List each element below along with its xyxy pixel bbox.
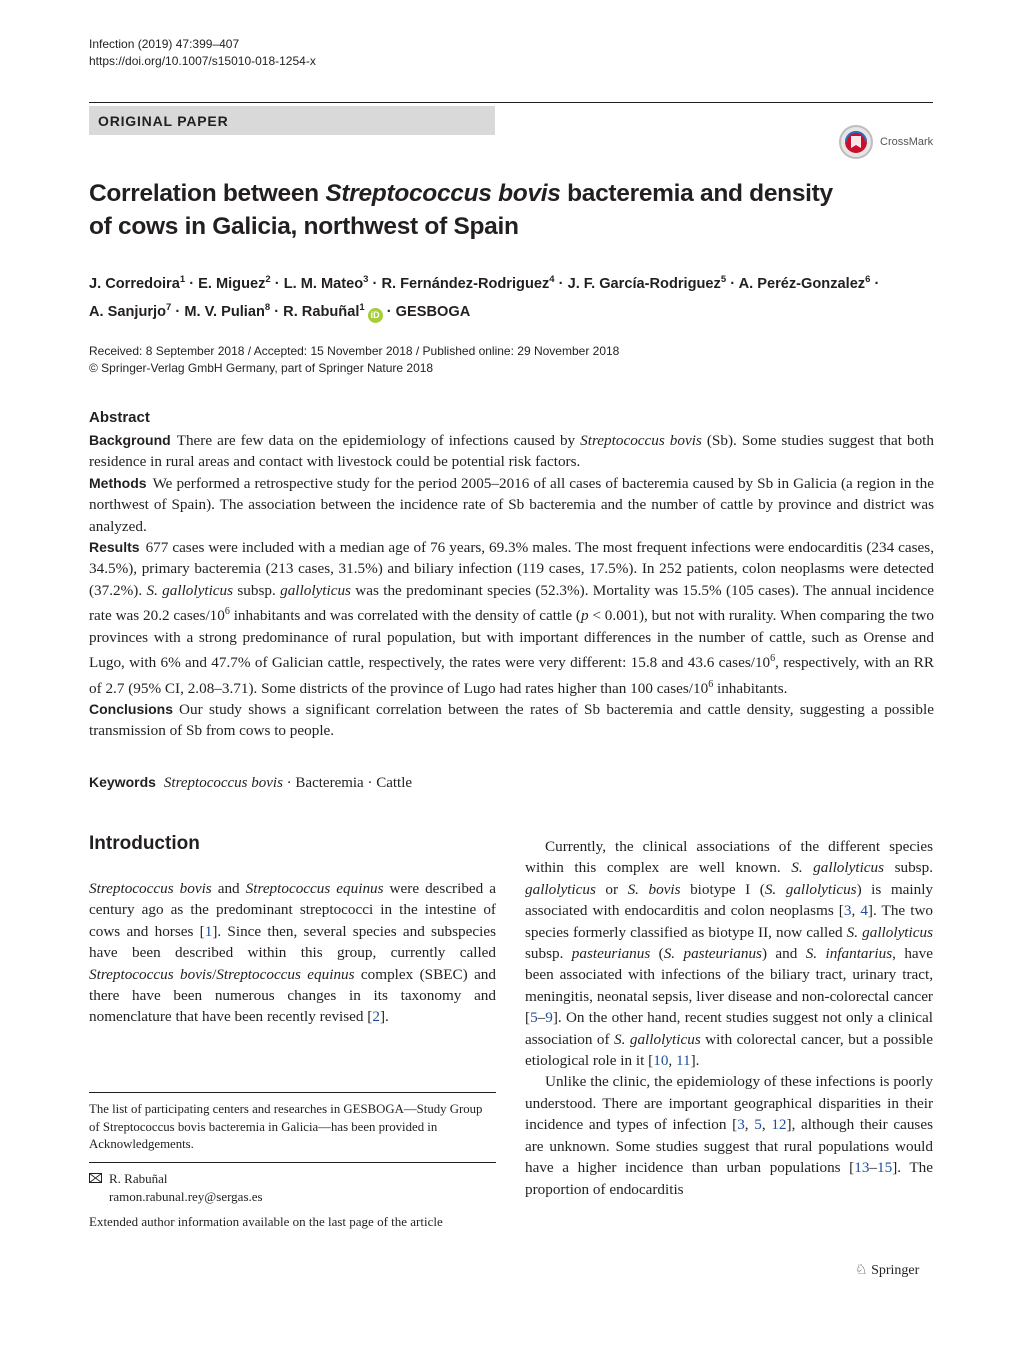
author[interactable]: M. V. Pulian$^8$ xyxy=(184,301,271,320)
paper-type-label: ORIGINAL PAPER xyxy=(98,113,229,129)
abstract-methods: Methods We performed a retrospective study for the period 2005–2016 of all cases of bacteremia caused by Sb in Galicia (a region in the northwest of Spain). The association between the incidence rate of Sb bacteremia and the number of cattle by province and district was analyzed. xyxy=(89,474,934,535)
citation-link[interactable]: 12 xyxy=(771,1116,787,1134)
journal-line: Infection (2019) 47:399–407 xyxy=(89,37,240,51)
right-column xyxy=(525,836,933,1200)
intro-paragraph-2: Currently, the clinical associations of the different species within this complex are well known. S. gallolyticus subsp. gallolyticus or S. bovis biotype I (S. gallolyticus) is mainly associated with endocarditis and colon neoplasms [3, 4]. The two species formerly classified as biotype II, now called S. gallolyticus subsp. pasteurianus (S. pasteurianus) and S. infantarius, have been associated with infections of the biliary tract, urinary tract, meningitis, neonatal sepsis, liver disease and non-colorectal cancer [5–9]. On the other hand, recent studies suggest not only a clinical association of S. gallolyticus with colorectal cancer, but a possible etiological role in it [10, 11]. xyxy=(525,838,934,1070)
abstract-body xyxy=(89,430,934,742)
copyright: © Springer-Verlag GmbH Germany, part of Springer Nature 2018 xyxy=(89,361,434,375)
author[interactable]: E. Miguez$^2$ xyxy=(198,274,271,292)
author-list xyxy=(89,268,939,324)
footnote-group-note: The list of participating centers and researches in GESBOGA—Study Group of Streptococcus bovis bacteremia in Galicia—has been provided in Acknowledgements. xyxy=(89,1102,483,1151)
keyword[interactable]: Cattle xyxy=(376,775,413,791)
header-rule xyxy=(89,102,933,103)
citation-link[interactable]: 4 xyxy=(860,902,868,920)
extended-info-note: Extended author information available on the last page of the article xyxy=(89,1214,443,1229)
doi-link[interactable]: https://doi.org/10.1007/s15010-018-1254-x xyxy=(89,54,316,68)
citation-link[interactable]: 5 xyxy=(754,1116,762,1134)
author[interactable]: J. F. García-Rodriguez$^5$ xyxy=(567,274,727,292)
corresponding-name: R. Rabuñal xyxy=(109,1171,168,1186)
intro-paragraph-1: Streptococcus bovis and Streptococcus equinus were described a century ago as the predominant streptococci in the intestine of cows and horses [1]. Since then, several species and subspecies have been described within this group, currently called Streptococcus bovis/Streptococcus equinus complex (SBEC) and there have been numerous changes in its taxonomy and nomenclature that have been recently revised [2]. xyxy=(89,880,497,1026)
citation-link[interactable]: 13 xyxy=(854,1159,870,1177)
orcid-icon[interactable]: iD xyxy=(368,308,383,323)
footnote-rule xyxy=(89,1162,496,1163)
author-line-1: J. Corredoira$^1$ · E. Miguez$^2$ · L. M. Mateo$^3$ · R. Fernández-Rodriguez$^4$ · J. F. García-Rodriguez$^5$ · A. Peréz-Gonzalez$^6$ · xyxy=(89,274,880,292)
author[interactable]: R. Rabuñal$^1$ xyxy=(283,301,365,320)
left-column xyxy=(89,878,496,1028)
publisher-name: Springer xyxy=(871,1263,920,1278)
author[interactable]: A. Peréz-Gonzalez$^6$ xyxy=(738,274,871,292)
footnote-rule xyxy=(89,1092,496,1093)
citation-link[interactable]: 3 xyxy=(843,902,852,920)
author[interactable]: L. M. Mateo$^3$ xyxy=(283,274,369,292)
crossmark-icon xyxy=(838,124,874,160)
abstract-conclusions: Conclusions Our study shows a significant correlation between the rates of Sb bacteremia and cattle density, suggesting a possible transmission of Sb from cows to people. xyxy=(89,701,934,740)
publisher-logo xyxy=(855,1262,919,1279)
author[interactable]: R. Fernández-Rodriguez$^4$ xyxy=(381,274,555,292)
received-accepted-published: Received: 8 September 2018 / Accepted: 15 November 2018 / Published online: 29 November 2018 xyxy=(89,344,620,358)
envelope-icon xyxy=(89,1170,103,1188)
citation-link[interactable]: 1 xyxy=(204,922,213,940)
corresponding-author xyxy=(89,1170,263,1206)
citation-link[interactable]: 15 xyxy=(877,1159,893,1177)
paper-type-banner xyxy=(89,106,495,135)
introduction-heading: Introduction xyxy=(89,833,200,854)
abstract-results: Results 677 cases were included with a median age of 76 years, 69.3% males. The most frequent infections were endocarditis (234 cases, 34.5%), primary bacteremia (213 cases, 31.5%) and biliary infection (119 cases, 17.5%). In 252 patients, colon neoplasms were detected (37.2%). S. gallolyticus subsp. gallolyticus was the predominant species (52.3%). Mortality was 15.5% (105 cases). The annual incidence rate was 20.2 cases/$10^6$ inhabitants and was correlated with the density of cattle (p < 0.001), but not with rurality. When comparing the two provinces with a strong predominance of rural population, but with important differences in the number of cattle, such as Orense and Lugo, with 6% and 47.7% of Galician cattle, respectively, the rates were very different: 15.8 and 43.6 cases/$10^6$, respectively, with an RR of 2.7 (95% CI, 2.08–3.71). Some districts of the province of Lugo had rates higher than 100 cases/$10^6$ inhabitants. xyxy=(89,539,934,697)
crossmark-label: CrossMark xyxy=(880,136,934,148)
citation-link[interactable]: 10 xyxy=(653,1052,669,1070)
keywords: Keywords Streptococcus bovis · Bacteremia · Cattle xyxy=(89,774,413,791)
article-dates xyxy=(89,343,619,377)
author-line-2: A. Sanjurjo$^7$ · M. V. Pulian$^8$ · R. Rabuñal$^1$iD · GESBOGA xyxy=(89,296,939,324)
intro-paragraph-3: Unlike the clinic, the epidemiology of these infections is poorly understood. There are important geographical disparities in their incidence and types of infection [3, 5, 12], although their causes are unknown. Some studies suggest that rural populations would have a higher incidence than urban populations [13–15]. The proportion of endocarditis xyxy=(525,1073,933,1198)
journal-citation xyxy=(89,36,316,70)
author[interactable]: A. Sanjurjo$^7$ xyxy=(89,301,172,320)
citation-link[interactable]: 11 xyxy=(676,1052,691,1070)
keyword[interactable]: Streptococcus bovis xyxy=(163,775,283,791)
abstract-background: Background There are few data on the epidemiology of infections caused by Streptococcus bovis (Sb). Some studies suggest that both residence in rural areas and contact with livestock could be potential risk factors. xyxy=(89,432,934,471)
corresponding-email[interactable]: ramon.rabunal.rey@sergas.es xyxy=(109,1189,263,1204)
abstract-heading: Abstract xyxy=(89,409,150,426)
keyword[interactable]: Bacteremia xyxy=(295,775,364,791)
springer-horse-icon: ♘ xyxy=(855,1263,868,1278)
citation-link[interactable]: 5 xyxy=(530,1009,538,1027)
article-title: Correlation between Streptococcus bovis bacteremia and density of cows in Galicia, northwest of Spain xyxy=(89,180,833,240)
study-group: GESBOGA xyxy=(395,303,471,320)
keywords-label: Keywords xyxy=(89,774,156,790)
citation-link[interactable]: 9 xyxy=(545,1009,553,1027)
citation-link[interactable]: 3 xyxy=(737,1116,745,1134)
crossmark-badge[interactable] xyxy=(838,124,934,162)
citation-link[interactable]: 2 xyxy=(372,1008,380,1026)
author[interactable]: J. Corredoira$^1$ xyxy=(89,274,186,292)
